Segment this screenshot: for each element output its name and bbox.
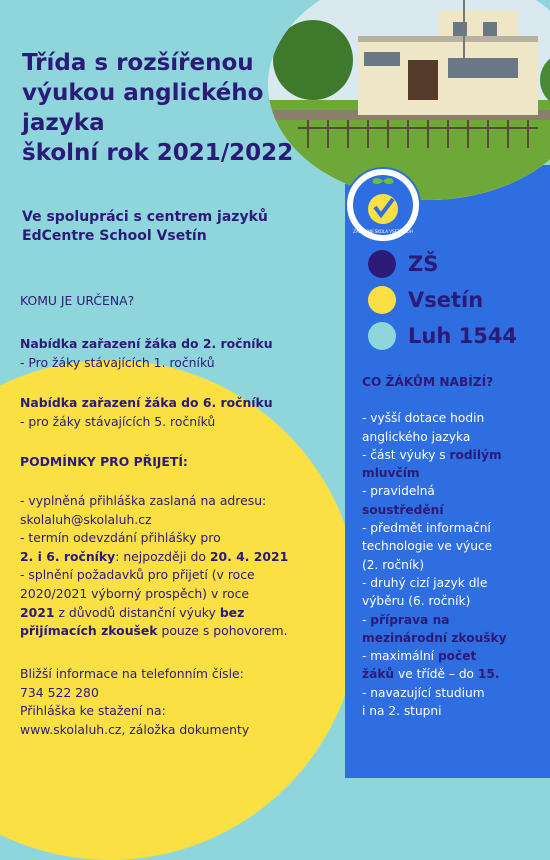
school-name-street: Luh 1544 — [408, 324, 518, 348]
title-line: výukou anglického — [22, 80, 264, 106]
school-name-zs: ZŠ — [408, 252, 439, 276]
conditions-list — [20, 492, 350, 641]
benefit-line: - pravidelná — [362, 484, 435, 499]
offer-2-section — [20, 335, 350, 372]
benefit-line: (2. ročník) — [362, 557, 425, 572]
subtitle — [22, 208, 268, 246]
title-line: Třída s rozšířenou — [22, 50, 254, 76]
benefits-heading: CO ŽÁKŮM NABÍZÍ? — [362, 375, 494, 389]
title-line: školní rok 2021/2022 — [22, 140, 294, 166]
benefit-line — [362, 611, 542, 629]
deadline-mid: : nejpozději do — [115, 548, 210, 564]
benefits-list — [362, 373, 542, 720]
benefit-line — [362, 464, 542, 482]
offer-6-heading: Nabídka zařazení žáka do 6. ročníku — [20, 395, 273, 410]
year-bold: 2021 — [20, 604, 55, 620]
offer-2-text: - Pro žáky stávajících 1. ročníků — [20, 354, 215, 370]
contact-info — [20, 665, 350, 739]
deadline-date: 20. 4. 2021 — [209, 548, 289, 564]
benefit-line — [362, 647, 542, 665]
subtitle-line: Ve spolupráci s centrem jazyků — [22, 209, 268, 225]
benefit-line — [362, 501, 542, 519]
without-bold: bez — [219, 604, 245, 620]
benefit-line: i na 2. stupni — [362, 704, 442, 719]
website-link[interactable]: www.skolaluh.cz, záložka dokumenty — [20, 721, 250, 737]
benefit-bold: rodilým — [449, 447, 502, 462]
school-name-town: Vsetín — [408, 288, 484, 312]
benefit-line: výběru (6. ročník) — [362, 594, 471, 609]
condition-line: - vyplněná přihláška zaslaná na adresu: — [20, 493, 267, 508]
benefit-bold: 15. — [477, 667, 500, 682]
condition-line: - termín odevzdání přihlášky pro — [20, 530, 221, 546]
condition-line — [20, 548, 350, 567]
benefit-text: - — [362, 612, 371, 627]
benefit-line: anglického jazyka — [362, 429, 471, 444]
benefit-bold: žáků — [362, 667, 395, 682]
condition-line: - splnění požadavků pro přijetí (v roce — [20, 567, 255, 583]
benefit-bold: počet — [437, 649, 477, 664]
condition-line — [20, 604, 350, 623]
interview-text: pouze s pohovorem. — [157, 623, 288, 639]
target-group-section — [20, 292, 350, 311]
turquoise-dot — [368, 322, 396, 350]
condition-line: 2020/2021 výborný prospěch) v roce — [20, 585, 250, 601]
benefit-line: - druhý cizí jazyk dle — [362, 575, 488, 590]
offer-6-text: - pro žáky stávajících 5. ročníků — [20, 413, 216, 429]
school-name-row — [368, 286, 483, 314]
benefit-text: - maximální — [362, 649, 438, 664]
conditions-heading: PODMÍNKY PRO PŘIJETÍ: — [20, 454, 188, 469]
logo-text: ZÁKLADNÍ ŠKOLA VSETÍN LUH — [353, 229, 413, 234]
benefit-line: - předmět informační — [362, 521, 491, 536]
benefit-line — [362, 629, 542, 647]
benefit-bold: soustředění — [362, 502, 444, 517]
school-name-row — [368, 322, 517, 350]
benefit-line: - vyšší dotace hodin — [362, 411, 485, 426]
yellow-dot — [368, 286, 396, 314]
subtitle-line: EdCentre School Vsetín — [22, 228, 207, 244]
benefit-line — [362, 446, 542, 464]
condition-line — [20, 622, 350, 641]
benefit-text: - část výuky s — [362, 447, 450, 462]
info-line: Bližší informace na telefonním čísle: — [20, 666, 244, 681]
benefit-line — [362, 665, 542, 683]
benefit-bold: mezinárodní zkoušky — [362, 630, 507, 645]
navy-dot — [368, 250, 396, 278]
page-title — [22, 48, 293, 168]
offer-2-heading: Nabídka zařazení žáka do 2. ročníku — [20, 336, 273, 351]
benefit-bold: příprava na — [370, 612, 450, 627]
offer-6-section — [20, 394, 350, 431]
benefit-line: technologie ve výuce — [362, 539, 493, 554]
exams-bold: přijímacích zkoušek — [20, 623, 158, 639]
school-logo — [345, 167, 421, 243]
phone-number[interactable]: 734 522 280 — [20, 684, 99, 700]
school-name-row — [368, 250, 438, 278]
benefit-line: - navazující studium — [362, 685, 485, 700]
benefit-bold: mluvčím — [362, 466, 420, 481]
conditions-heading-block — [20, 453, 350, 472]
title-line: jazyka — [22, 110, 105, 136]
distance-text: z důvodů distanční výuky — [54, 604, 220, 620]
target-heading: KOMU JE URČENA? — [20, 293, 135, 308]
email-link[interactable]: skolaluh@skolaluh.cz — [20, 511, 152, 527]
grades-bold: 2. i 6. ročníky — [20, 548, 116, 564]
info-line: Přihláška ke stažení na: — [20, 703, 166, 719]
benefit-text: ve třídě – do — [394, 667, 478, 682]
